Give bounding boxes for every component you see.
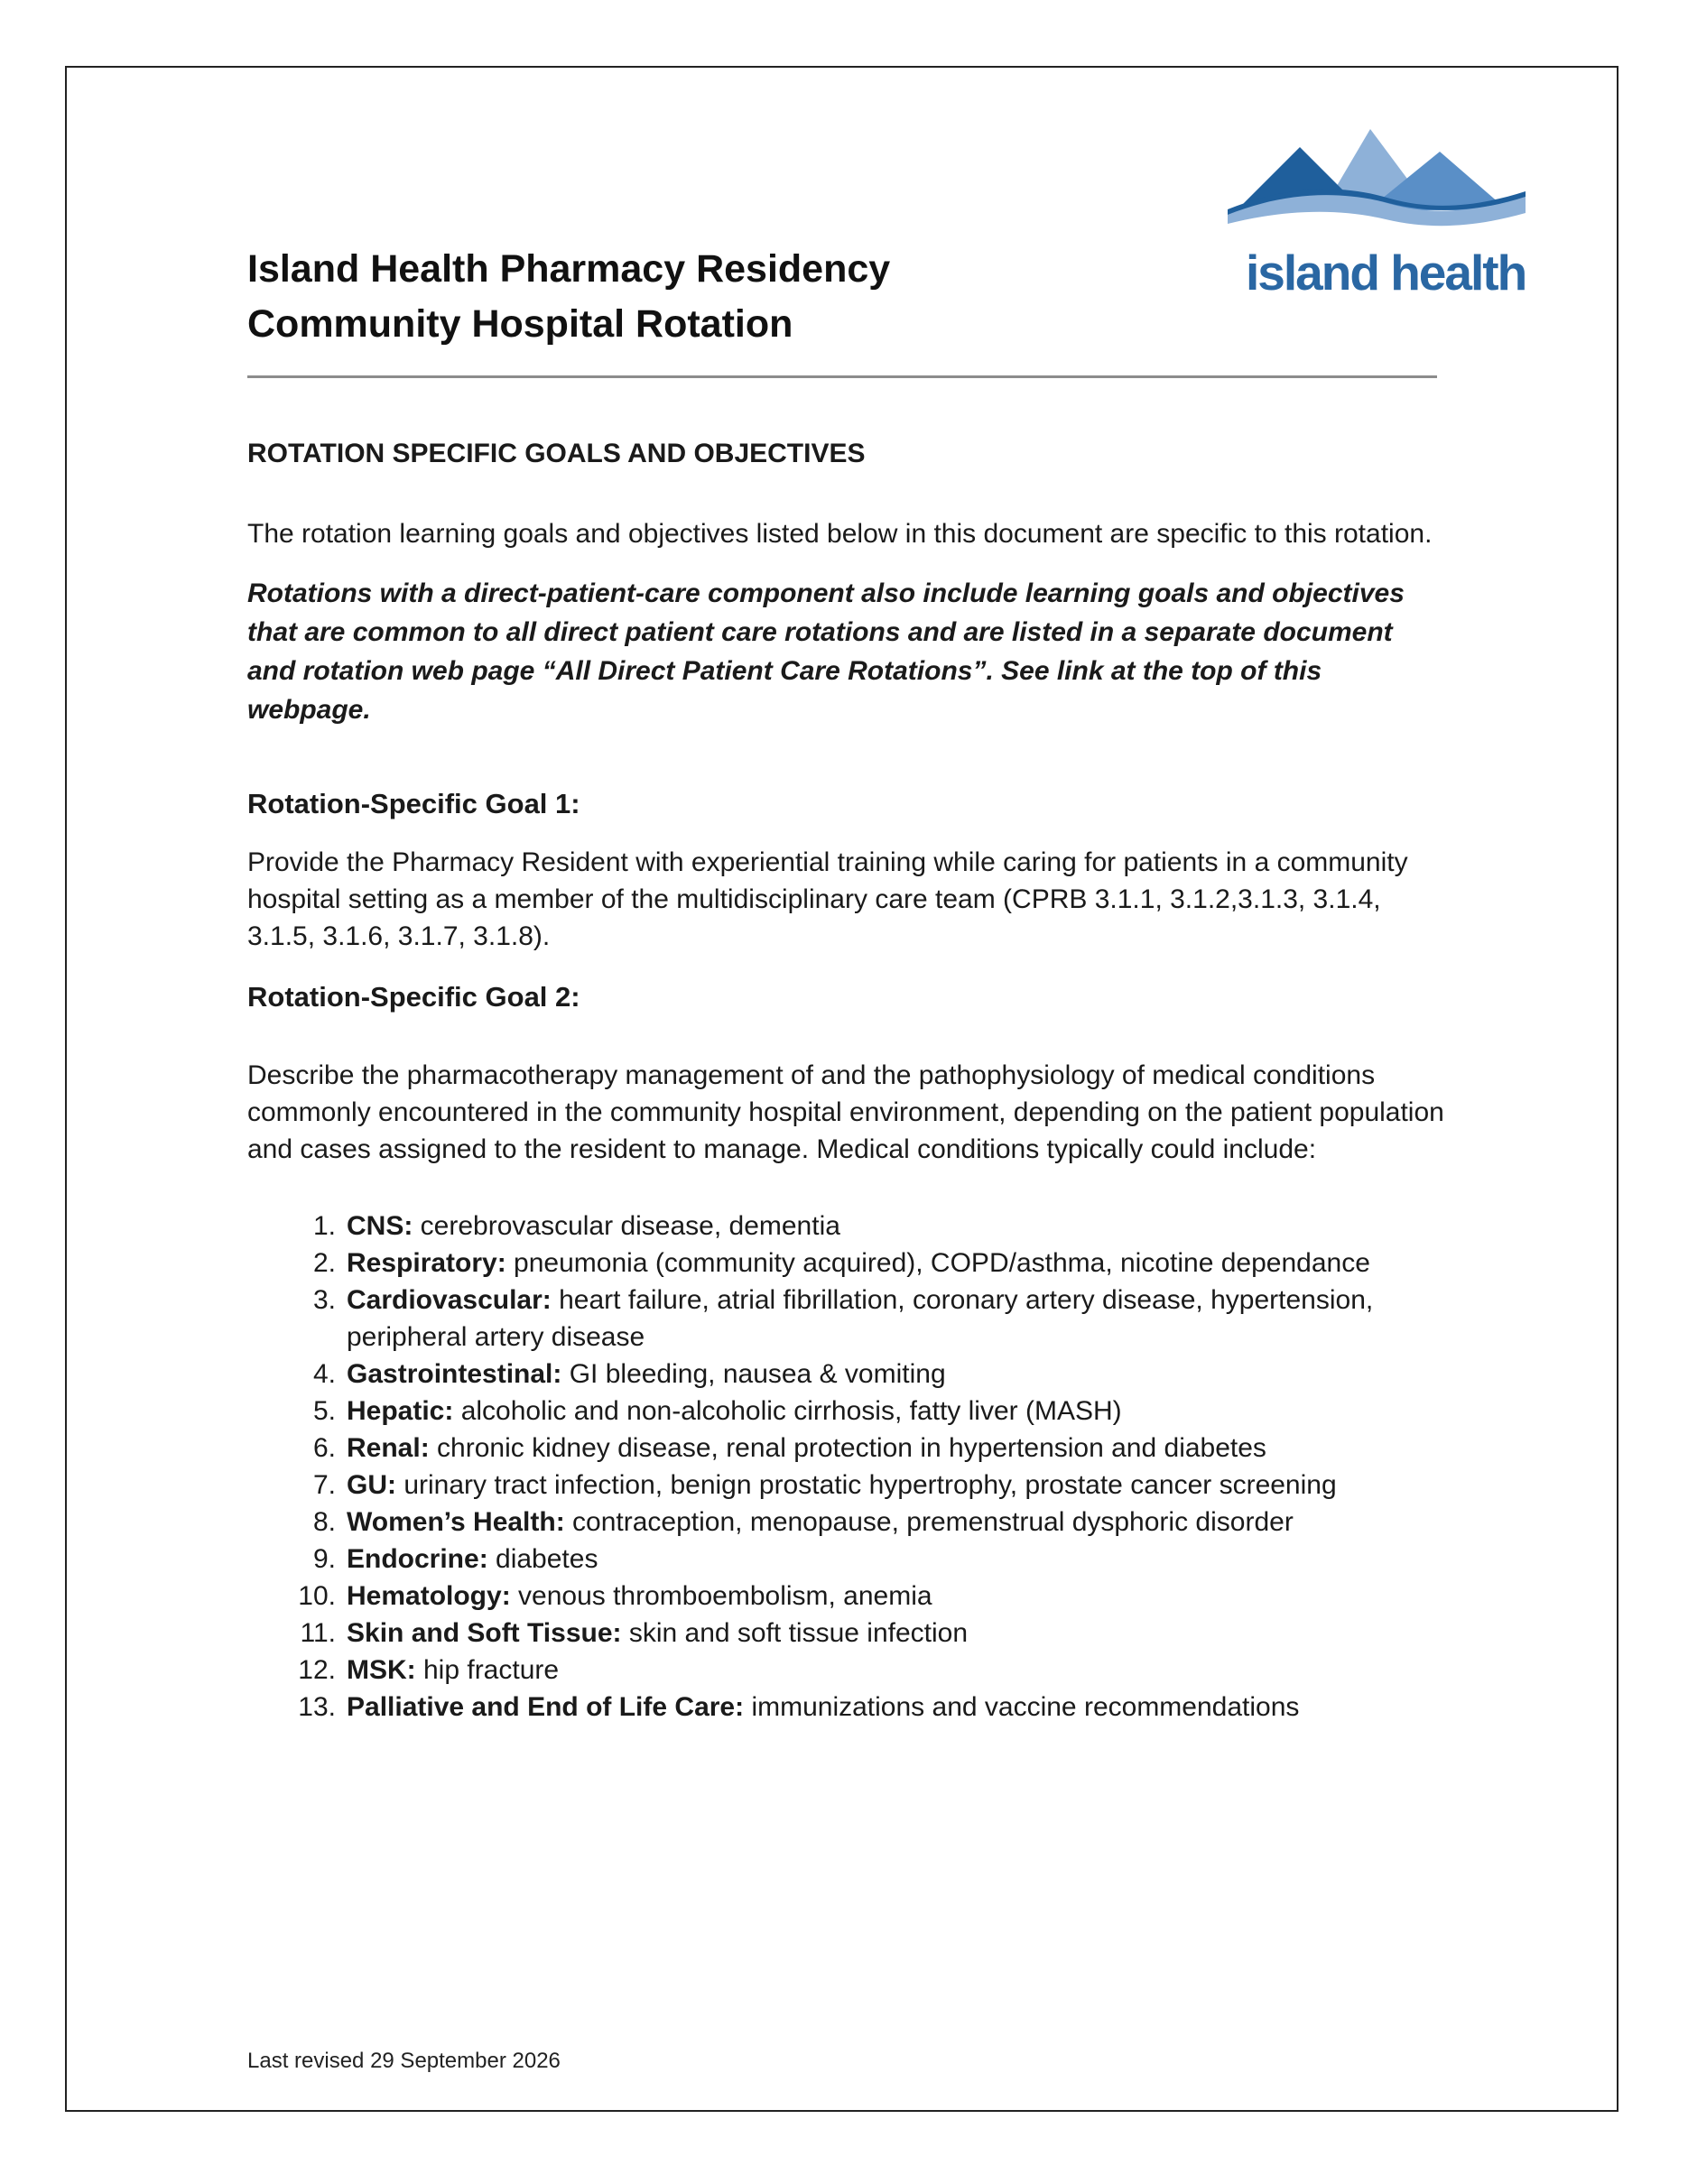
- list-number: 5.: [312, 1396, 336, 1426]
- list-item: [247, 1245, 1448, 1282]
- list-number: 10.: [298, 1581, 336, 1611]
- list-item: [247, 1356, 1448, 1393]
- condition-category: Renal:: [347, 1433, 430, 1463]
- list-item: [247, 1282, 1448, 1356]
- condition-details: hip fracture: [415, 1655, 560, 1685]
- goal-1-heading: Rotation-Specific Goal 1:: [247, 788, 580, 819]
- condition-details: skin and soft tissue infection: [621, 1618, 969, 1648]
- condition-details: chronic kidney disease, renal protection in hypertension and diabetes: [429, 1433, 1266, 1463]
- list-number: 12.: [298, 1655, 336, 1685]
- condition-category: Endocrine:: [347, 1544, 488, 1574]
- condition-category: Women’s Health:: [347, 1507, 565, 1537]
- intro-paragraph: The rotation learning goals and objectives listed below in this document are specific to this rotation.: [247, 519, 1433, 549]
- logo-text: island health: [1246, 245, 1526, 301]
- goal-1-text: Provide the Pharmacy Resident with experiential training while caring for patients in a community hospital setting as a member of the multidisciplinary care team (CPRB 3.1.1, 3.1.2,3.1.3, 3.1.4, 3.1.5, 3.1.6, 3.1.7, 3.1.8).: [247, 847, 1408, 951]
- condition-category: Palliative and End of Life Care:: [347, 1692, 745, 1722]
- last-revised-footer: Last revised 29 September 2026: [247, 2049, 561, 2073]
- condition-category: CNS:: [347, 1211, 413, 1241]
- document-body: [247, 424, 1448, 1726]
- condition-category: MSK:: [347, 1655, 416, 1685]
- list-number: 2.: [312, 1248, 336, 1278]
- list-item: [247, 1615, 1448, 1652]
- list-item: [247, 1541, 1448, 1578]
- condition-details: venous thromboembolism, anemia: [510, 1581, 932, 1611]
- list-item: [247, 1393, 1448, 1430]
- condition-details: cerebrovascular disease, dementia: [413, 1211, 840, 1241]
- list-number: 3.: [312, 1285, 336, 1315]
- title-line-2: Community Hospital Rotation: [247, 302, 793, 346]
- condition-category: Respiratory:: [347, 1248, 506, 1278]
- list-number: 8.: [312, 1507, 336, 1537]
- list-item: [247, 1467, 1448, 1504]
- list-number: 9.: [312, 1544, 336, 1574]
- list-item: [247, 1504, 1448, 1541]
- goal-2-text: Describe the pharmacotherapy management of and the pathophysiology of medical conditions commonly encountered in the community hospital environment, depending on the patient population and cases assigned to the resident to manage. Medical conditions typically could include:: [247, 1060, 1444, 1164]
- list-item: [247, 1578, 1448, 1615]
- condition-category: Gastrointestinal:: [347, 1359, 562, 1389]
- list-number: 1.: [312, 1211, 336, 1241]
- direct-patient-care-note: Rotations with a direct-patient-care component also include learning goals and objectives that are common to all direct patient care rotations and are listed in a separate document and rotation web page “All Direct Patient Care Rotations”. See link at the top of this webpage.: [247, 578, 1405, 725]
- condition-details: immunizations and vaccine recommendations: [744, 1692, 1300, 1722]
- list-item: [247, 1430, 1448, 1467]
- condition-category: GU:: [347, 1470, 396, 1500]
- list-item: [247, 1208, 1448, 1245]
- condition-details: GI bleeding, nausea & vomiting: [561, 1359, 946, 1389]
- list-item: [247, 1652, 1448, 1689]
- list-number: 6.: [312, 1433, 336, 1463]
- goal-2-heading: Rotation-Specific Goal 2:: [247, 981, 580, 1013]
- section-heading: ROTATION SPECIFIC GOALS AND OBJECTIVES: [247, 439, 866, 468]
- condition-details: pneumonia (community acquired), COPD/asthma, nicotine dependance: [505, 1248, 1370, 1278]
- title-line-1: Island Health Pharmacy Residency: [247, 247, 891, 291]
- condition-details: contraception, menopause, premenstrual dysphoric disorder: [564, 1507, 1294, 1537]
- list-number: 7.: [312, 1470, 336, 1500]
- condition-category: Hematology:: [347, 1581, 511, 1611]
- list-item: [247, 1689, 1448, 1726]
- list-number: 4.: [312, 1359, 336, 1389]
- condition-details: diabetes: [487, 1544, 598, 1574]
- condition-details: heart failure, atrial fibrillation, coronary artery disease, hypertension, peripheral artery disease: [347, 1285, 1374, 1352]
- condition-category: Cardiovascular:: [347, 1285, 552, 1315]
- document-title: [247, 242, 890, 352]
- condition-category: Hepatic:: [347, 1396, 454, 1426]
- list-number: 13.: [298, 1692, 336, 1722]
- condition-category: Skin and Soft Tissue:: [347, 1618, 622, 1648]
- medical-conditions-list: [247, 1208, 1448, 1726]
- condition-details: alcoholic and non-alcoholic cirrhosis, fatty liver (MASH): [453, 1396, 1122, 1426]
- header-divider: [247, 375, 1437, 378]
- condition-details: urinary tract infection, benign prostatic hypertrophy, prostate cancer screening: [396, 1470, 1337, 1500]
- list-number: 11.: [300, 1618, 336, 1648]
